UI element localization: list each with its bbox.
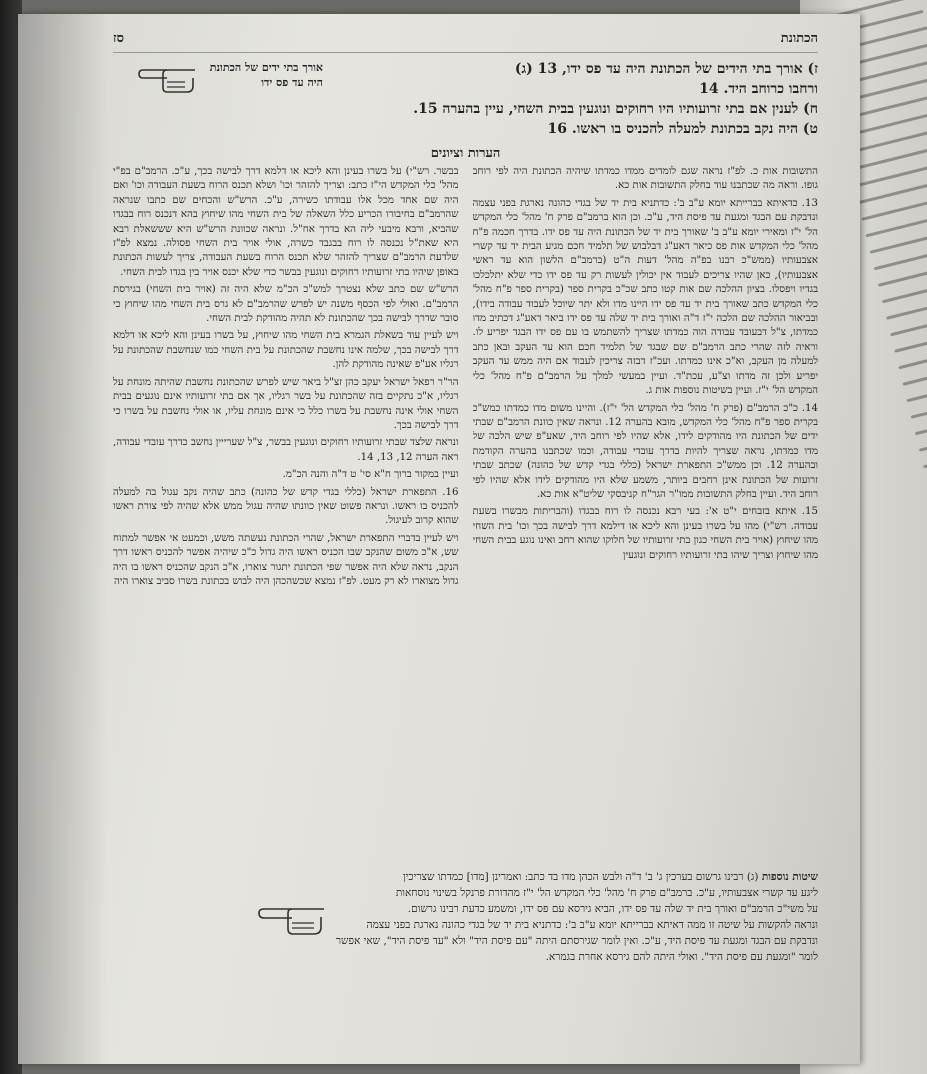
note-paragraph: 16. התפארת ישראל (כללי בגדי קדש של כהונה) כתב שהיה נקב עגול בה למעלה להכניס בו ראשו. ונראה פשוט שאין כוונתו שהיה עגול ממש אלא שהיה לפי צורת ראשו שהוא קרוב לעיגול. [113,486,459,527]
notes-column-left [113,165,459,855]
main-line: ורחבו כרוחב היד. 14 [699,81,818,97]
additional-opinions-label: שיטות נוספות [761,871,818,883]
margin-note [113,60,323,94]
bottom-line: ונראה להקשות על שיטה זו ממה דאיתא בברייתא יומא ע"ב ב': כדתניא בית יד של בגדי כהונה נארגת בפני עצמה [366,919,818,931]
margin-note-text: אורך בתי ידים של הכתונת היה עד פס ידו [209,61,323,89]
book-page [18,14,860,1064]
bottom-line: לומר "ומגעת עם פיסת היד". ואולי היתה להם גירסא אחרת בגמרא. [545,951,818,963]
note-paragraph: הרש"ש שם כתב שלא נצטרך למש"כ הכ"מ שלא היה זה (אויר בית השחי) בגירסת הרמב"ם. ואולי לפי הכסף משנה יש לפרש שהרמב"ם לא גרס בית השחי מהו שיחוץ כי סובר שדרך לבישה בכך שהכתונת לא תהיה מהודקת לבית השחי. [113,284,459,325]
main-line: ח) לענין אם בתי זרועותיו היו רחוקים ונוגעין בבית השחי, עיין בהערה 15. [413,101,818,117]
page-content [113,30,818,965]
gutter-shadow [18,14,108,1064]
bottom-line [336,869,818,885]
main-line: ז) אורך בתי הידים של הכתונת היה עד פס ידו, 13 (ג) [514,61,818,77]
note-paragraph: הר"ר רפאל ישראל יעקב כהן זצ"ל ביאר שיש לפרש שהכתונת נחשבת שהיתה מונחת על רגליו, א"כ נתקיים בזה שהכתונת על בשר רגליו, אך אם בתי זרועותיו אינם נוגעים בבית השחי אולי אינה נחשבת על בשרו כלל כי אינם מונחת עליו, או אולי נחשבת על בשרו כי דרך לבישה בכך. [113,376,459,431]
bottom-line: ונדבקת עם הבגד ומגעת עד פיסת היד, ע"כ. ואין לומר שגירסתם היתה "עם פיסת היד" ולא "עד פיסת היד", שאי אפשר [335,935,818,947]
additional-opinions-text [336,869,818,965]
main-text [348,59,818,139]
running-title: הכתונת [780,31,818,46]
note-paragraph: ויש לעיין עוד בשאלת הגמרא בית השחי מהו שיחוץ, על בשרו בעינן והא ליכא או דלמא דרך לבישה בכך, שלמה אינו נחשבת שהכתונת על בית השחי כמו שנחשבת שהכתונת על רגליו אע"פ שאינה מהודקת להן. [113,330,459,371]
notes-columns [113,165,818,855]
note-paragraph: ונראה שלצד שבתי זרועותיו רחוקים ונוגעין בבשר, צ"ל שערייין נחשב כדרך עובדי עבודה, ראה הערה 12, 13, 14. [113,437,459,463]
additional-opinions [113,869,818,965]
running-head [113,30,818,53]
bottom-line: על משי"כ הרמב"ם ואורך בית יד שלה עד פס ידו, הביא גירסא עם פס ידו, ומשמע כדעת רבינו גרשום. [407,903,818,915]
note-paragraph: 13. כדאיתא בברייתא יומא ע"ב ב': כדתניא בית יד של בגדי כהונה נארגת בפני עצמה ונדבקת עם הבגד ומגעת עד פיסת היד, ע"כ. וכן הוא ברמב"ם פרק ח' מהל' כלי המקדש הל' י"ז ומאירי יומא ע"ב ב' שאורך בית יד של הכתונת היה עד פס ידו. בדרך חכמה פ"ח מהל' כלי המקדש אות פס כיאר דאע"ג דבלבוש של תלמיד חכם מגיע הבית יד עד קשרי אצבעותיו (ממש"כ רבנו בפ"ה מהל' דעות ה"ט (ברמב"ם הלשון הוא עד ראשי אצבעותיו), כאן שהיו צריכים לעבוד אין יכולין לעשות רק עד פס ידו כדי שלא יתלכלכו בגדיו ויפסלו. בציון ההלכה שם אות קטו כתב שכ"כ בקרית ספר (בקרית ספר פ"ח מהל' כלי המקדש כתב שאורך בית יד עד פס ידו היינו מדו ולא יתר שיוכל לעבוד עבודה בידו), ובביאור ההלכה שם הלכה י"ז ד"ה ואורך בית יד שלה עד פס ידו ביאר דאע"ג דכתיב מדו כמדתו, צ"ל דבעובד עבודה הוה כמדתו שצריך להשתמש בו עם פס ידו הבגד יפריע לו. וראיה לזה שהרי כתב הרמב"ם שם שבגד של תלמיד חכם הוא עד העקב ובאן כתב למעלה מן העקב, וא"כ אינו כמדתו. ועכ"ז דבזה צריכין לעבוד אם היה ממש עד העקב יפריע ולכן זה מדתו וצ"ע, עכת"ד. ועיין במעשי למלך על הרמב"ם פ"ח מהל' כלי המקדש הל' י"ז. ועיין בשיטות נוספות אות ג. [472,197,818,397]
note-paragraph: ועיין במקור ברוך ח"א סי' ט ד"ה והנה הכ"מ. [282,469,459,481]
notes-title: הערות וציונים [430,146,501,161]
note-paragraph: התשובות אות כ. לפ"ז נראה שגם לומדים ממדו כמדתו שיהיה הכתונת היה לפי רוחב גופו. וראה מה שכתבנו עוד בחלק התשובות אות כא. [472,166,818,192]
bottom-line-text: (ג) רבינו גרשום בערכין ג' ב' ד"ה ולבש הכהן מדו בד כתב: ואמרינן [מדו] כמדתו שצריכין [403,871,759,883]
page-number: סז [113,31,125,46]
note-paragraph: 15. איתא בזבחים י"ט א': בעי רבא נכנסה לו רוח בבגדו (והבריתות מבשרו בשעת עבודה. רש"י) מהו על בשרו בעינן והא ליכא או דילמא דרך לבישה בכך וכו' בית השחי מהו שיחוץ (אויר בית השחי כגון בתי זרועותיו של חלוקו שהוא רחב ואינו נוגע בבית השחי מהו שיחוץ וצריך שיהו בתי זרועותיו רחוקים ונוגעין [472,506,818,561]
pointing-hand-icon [137,60,197,94]
notes-column-right [473,165,819,855]
note-paragraph: ויש לעיין בדברי התפארת ישראל, שהרי הכתונת נעשתה משש, וכמעט אי אפשר למתוח שש, א"כ משום שהנקב שבו הכניס ראשו היה גדול כ"כ שיהיה אפשר להכניס ראשו דרך הנקב, נראה שלא היה אפשר שפי הכתונת יתגור צוארו, א"כ הנקב שהכניס ראשו בו היה גדול מצוארו לא רק מעט. לפ"ז נמצא שכשהכהן היה לבוש בכתונת בשרו סביב צוארו היה [113,532,459,587]
note-paragraph: בבשר. רש"י) על בשרו בעינן והא ליכא או דלמא דרך לבישה בכך, ע"כ. הרמב"ם בפ"י מהל' כלי המקדש הי"ז כתב: וצריך להזהר וכו' ושלא תכנס הרוח בשעת העבודה וכו' ואם היה שם אחד מכל אלו עבודתו כשירה, ע"כ. הרש"ש והכחים שם כתבו שנראה שהרמב"ם בחיבורו הכריע כלל השאלה של בית השחי מהו שיחוץ בהא דנכנס רוח בבגדו שהביא, ורבא מיבעי ליה הא בדרך אח"ל. ונראה שכוונת הרש"ש היא שששאלת רבא היא שאת"ל נכנסה לו רוח בבגבד כשרה, אולי אויר בית השחי פסולה. נמצא לפ"ז שלדעת הרמב"ם שצריך להזהר שלא תכנס הרוח בשעת העבודה, צריך לעשות הכתונת באופן שיהיו בתי זרועותיו רחוקים ונוגעין בבשר כדי שלא יכנס אויר בין בגדו לבית השחי. [113,166,459,278]
pointing-hand-icon [256,869,326,965]
note-paragraph: 14. כ"כ הרמב"ם (פרק ח' מהל' כלי המקדש הל' י"ז). והיינו משום מדו כמדתו כמש"כ בקרית ספר פ"ח מהל' כלי המקדש, מובא בהערה 12. ונראה שאין כוונת הרמב"ם שבתי ידים של הכתונת היו מהודקים לידו, אלא שהיו לפי רוחב היד, שאע"פ שיש הלכה של מדו כמדתו, נראה שצריך להיות בדרך עובדי עבודה, וכמו שכתבנו בהערה הקודמת ובהערה 12. וכן ממש"כ התפארת ישראל (כללי בגדי קדש של כהונה) שכתב שבתי זרועות של הכתונת אינן רחבים ביותר, משמע שלא היו מהודקים לידו אלא שהיו לפי רוחב היד. ועיין בחלק התשובות ממו"ר הגר"ח קניבסקי שליט"א אות כא. [472,402,818,500]
main-line: ט) היה נקב בכתונת למעלה להכניס בו ראשו. 16 [547,121,818,137]
bottom-line: ליגע עד קשרי אצבעותיו, ע"כ. ברמב"ם פרק ח' מהל' כלי המקדש הל' י"ז מהדורת פרנקל בשינוי נוסחאות [395,887,818,899]
